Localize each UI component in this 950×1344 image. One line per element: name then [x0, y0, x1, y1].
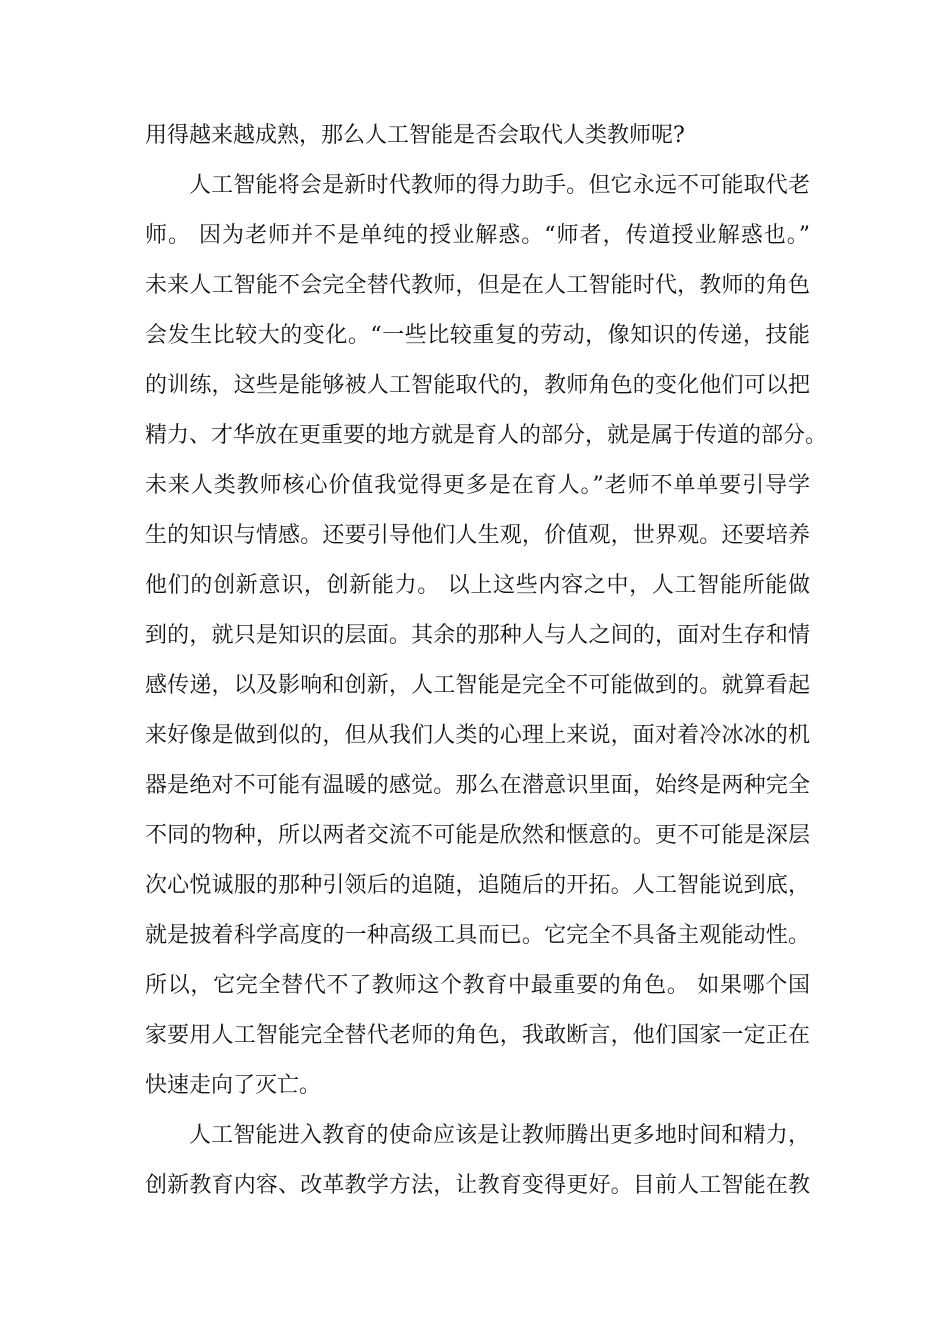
text-line: 未来人工智能不会完全替代教师，但是在人工智能时代，教师的角色	[145, 273, 810, 298]
text-line: 生的知识与情感。还要引导他们人生观，价值观，世界观。还要培养	[145, 523, 810, 548]
text-line: 人工智能进入教育的使命应该是让教师腾出更多地时间和精力，	[189, 1123, 810, 1148]
text-line: 未来人类教师核心价值我觉得更多是在育人。”老师不单单要引导学	[145, 473, 810, 498]
text-line: 来好像是做到似的，但从我们人类的心理上来说，面对着冷冰冰的机	[145, 723, 810, 748]
text-line: 师。 因为老师并不是单纯的授业解惑。“师者，传道授业解惑也。”	[145, 223, 810, 248]
text-line: 会发生比较大的变化。“一些比较重复的劳动，像知识的传递，技能	[145, 323, 810, 348]
text-line: 创新教育内容、改革教学方法，让教育变得更好。目前人工智能在教	[145, 1173, 810, 1198]
text-line: 精力、才华放在更重要的地方就是育人的部分，就是属于传道的部分。	[145, 423, 828, 448]
text-line: 所以，它完全替代不了教师这个教育中最重要的角色。 如果哪个国	[145, 973, 810, 998]
text-line: 感传递，以及影响和创新，人工智能是完全不可能做到的。就算看起	[145, 673, 810, 698]
text-line: 次心悦诚服的那种引领后的追随，追随后的开拓。人工智能说到底，	[145, 873, 810, 898]
text-line: 不同的物种，所以两者交流不可能是欣然和惬意的。更不可能是深层	[145, 823, 810, 848]
text-line: 的训练，这些是能够被人工智能取代的，教师角色的变化他们可以把	[145, 373, 810, 398]
text-line: 器是绝对不可能有温暖的感觉。那么在潜意识里面，始终是两种完全	[145, 773, 810, 798]
text-line: 人工智能将会是新时代教师的得力助手。但它永远不可能取代老	[189, 173, 810, 198]
text-line: 用得越来越成熟，那么人工智能是否会取代人类教师呢?	[145, 123, 685, 148]
text-line: 他们的创新意识，创新能力。 以上这些内容之中，人工智能所能做	[145, 573, 810, 598]
text-line: 就是披着科学高度的一种高级工具而已。它完全不具备主观能动性。	[145, 923, 810, 948]
text-line: 家要用人工智能完全替代老师的角色，我敢断言，他们国家一定正在	[145, 1023, 810, 1048]
text-line: 到的，就只是知识的层面。其余的那种人与人之间的，面对生存和情	[145, 623, 810, 648]
text-line: 快速走向了灭亡。	[145, 1073, 322, 1098]
